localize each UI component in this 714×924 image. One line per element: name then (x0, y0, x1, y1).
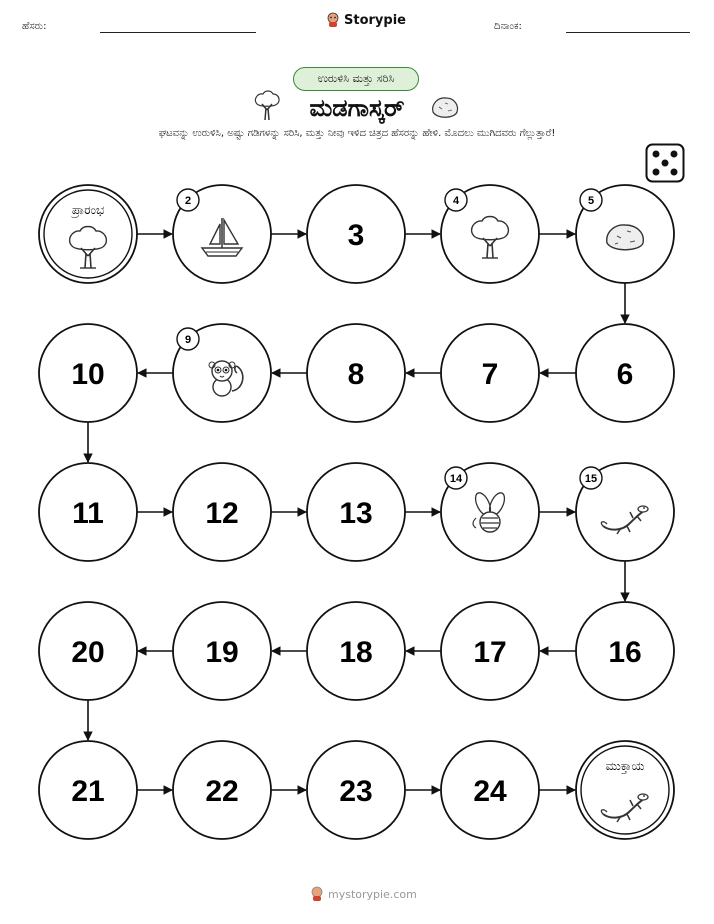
badge-number: 15 (584, 473, 598, 485)
cell-number-badge (445, 189, 467, 211)
badge-number: 9 (184, 334, 192, 346)
board-cell-14 (441, 463, 539, 561)
board-cell-21 (39, 741, 137, 839)
date-label: ದಿನಾಂಕ: (494, 21, 522, 32)
cell-number: 19 (205, 636, 239, 669)
cell-number: 13 (339, 497, 373, 530)
board-cell-12 (173, 463, 271, 561)
footer-url: mystorypie.com (328, 887, 417, 901)
badge-number: 5 (587, 195, 595, 207)
cell-number: 22 (205, 775, 239, 808)
board-cell-17 (441, 602, 539, 700)
badge-number: 14 (449, 473, 463, 485)
cell-number: 16 (608, 636, 642, 669)
cell-number-badge (445, 467, 467, 489)
cell-number: 11 (72, 497, 104, 530)
rock-icon (607, 225, 644, 250)
board-cell-25 (576, 741, 674, 839)
cell-number: 21 (71, 775, 105, 808)
badge-number: 2 (184, 195, 192, 207)
board-cell-8 (307, 324, 405, 422)
cell-number: 24 (473, 775, 507, 808)
brand-name: Storypie (344, 12, 406, 28)
cell-number: 10 (71, 358, 105, 391)
board-cell-7 (441, 324, 539, 422)
cell-number-badge (177, 189, 199, 211)
finish-label: ಮುಕ್ತಾಯ (605, 759, 645, 773)
cell-number-badge (580, 189, 602, 211)
board-cell-24 (441, 741, 539, 839)
instructions: ಘಟವನ್ನು ಉರುಳಿಸಿ, ಅಷ್ಟು ಗಡಿಗಳನ್ನು ಸರಿಸಿ, ಮತ್ತು ನೀವು ಇಳಿದ ಚಿತ್ರದ ಹೆಸರನ್ನು ಹೇಳಿ. ಮೊದಲು ಮುಗಿದವರು ಗೆಲ್ಲುತ್ತಾರೆ! (158, 128, 556, 139)
cell-number: 23 (339, 775, 373, 808)
page-title: ಮಡಗಾಸ್ಕರ್ (309, 94, 405, 122)
cell-number: 3 (347, 219, 365, 252)
badge-number: 4 (452, 195, 460, 207)
board-cell-5 (576, 185, 674, 283)
board-cell-1 (39, 185, 137, 283)
board-cell-20 (39, 602, 137, 700)
board-cell-2 (173, 185, 271, 283)
cell-number: 17 (473, 636, 507, 669)
footer (310, 886, 417, 902)
board-cell-10 (39, 324, 137, 422)
board-cell-22 (173, 741, 271, 839)
board-cell-19 (173, 602, 271, 700)
cell-number: 20 (71, 636, 105, 669)
cell-number: 6 (616, 358, 634, 391)
board-cell-16 (576, 602, 674, 700)
cell-number-badge (580, 467, 602, 489)
board-cell-3 (307, 185, 405, 283)
board-cell-4 (441, 185, 539, 283)
cell-number: 18 (339, 636, 373, 669)
cell-number-badge (177, 328, 199, 350)
board-cell-13 (307, 463, 405, 561)
board-cell-23 (307, 741, 405, 839)
board-cell-9 (173, 324, 271, 422)
board-cell-6 (576, 324, 674, 422)
game-type-badge: ಉರುಳಿಸಿ ಮತ್ತು ಸರಿಸಿ (293, 67, 419, 91)
storypie-mascot-icon (310, 886, 324, 902)
board-cell-18 (307, 602, 405, 700)
cell-number: 8 (347, 358, 365, 391)
board-cell-11 (39, 463, 137, 561)
name-label: ಹೆಸರು: (22, 21, 47, 32)
start-label: ಪ್ರಾರಂಭ (71, 203, 105, 217)
board-cell-15 (576, 463, 674, 561)
cell-number: 7 (481, 358, 499, 391)
cell-number: 12 (205, 497, 239, 530)
